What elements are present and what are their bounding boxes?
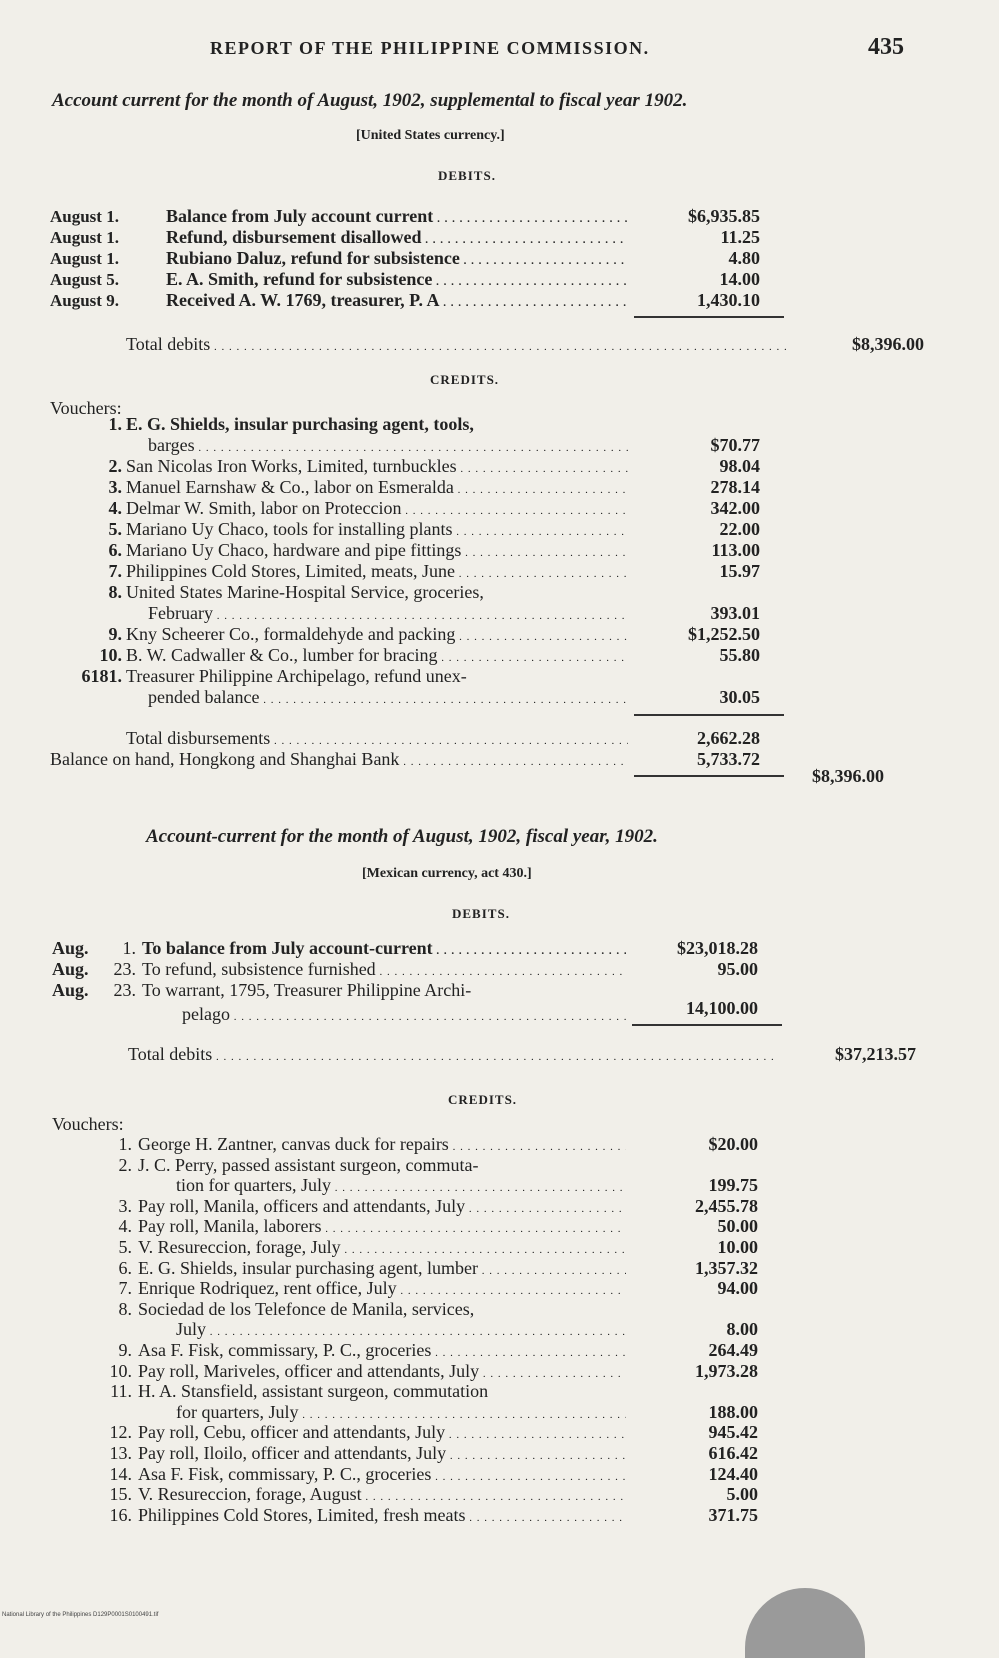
- debit-amount: 14.00: [719, 269, 760, 289]
- voucher-desc: Pay roll, Manila, officers and attendants, July . . .: [138, 1196, 626, 1220]
- total-disbursements-amount: 2,662.28: [697, 728, 760, 748]
- debit-date: Aug.: [52, 980, 89, 1000]
- voucher-desc: Asa F. Fisk, commissary, P. C., groceries . . .: [138, 1340, 626, 1364]
- voucher-amount: 616.42: [708, 1443, 758, 1463]
- debit-date: August 1.: [50, 249, 119, 268]
- s2-voucher-row: [52, 1216, 772, 1237]
- voucher-amount: 113.00: [711, 540, 760, 560]
- s1-debit-row: [50, 206, 770, 227]
- debit-desc: E. A. Smith, refund for subsistence . . .: [166, 269, 628, 293]
- debit-desc-cont: pelago . . .: [182, 1004, 626, 1028]
- balance-amount: 5,733.72: [697, 749, 760, 769]
- voucher-desc: B. W. Cadwaller & Co., lumber for bracing . . .: [126, 645, 628, 669]
- voucher-desc: J. C. Perry, passed assistant surgeon, commuta-: [138, 1154, 479, 1175]
- debit-date: August 9.: [50, 291, 119, 310]
- voucher-amount: 1,357.32: [695, 1257, 758, 1278]
- s2-voucher-row: [52, 1361, 772, 1382]
- voucher-number: 10.: [99, 645, 122, 665]
- section2-debits-heading: DEBITS.: [452, 906, 510, 921]
- s2-voucher-row: [52, 1299, 772, 1320]
- s2-voucher-row: [52, 1237, 772, 1258]
- voucher-amount: 264.49: [708, 1340, 758, 1360]
- voucher-desc: George H. Zantner, canvas duck for repairs . . .: [138, 1134, 626, 1158]
- voucher-desc-cont: tion for quarters, July . . .: [176, 1175, 626, 1199]
- voucher-desc: Treasurer Philippine Archipelago, refund unex-: [126, 666, 467, 686]
- s1-voucher-row: [50, 645, 770, 666]
- s2-voucher-row: [52, 1196, 772, 1217]
- debit-day: 23.: [113, 959, 136, 979]
- s2-voucher-row: [52, 1258, 772, 1279]
- s1-voucher-row: [50, 624, 770, 645]
- debit-desc: Refund, disbursement disallowed . . .: [166, 227, 628, 251]
- debit-date: August 5.: [50, 270, 119, 289]
- voucher-amount: $70.77: [710, 435, 760, 455]
- s2-voucher-row: [52, 1340, 772, 1361]
- voucher-number: 1.: [108, 414, 122, 434]
- rule: [634, 316, 784, 318]
- voucher-desc: Pay roll, Cebu, officer and attendants, July . . .: [138, 1422, 626, 1446]
- debit-amount: $6,935.85: [688, 206, 760, 226]
- voucher-desc: V. Resureccion, forage, August . . .: [138, 1484, 626, 1508]
- rule: [634, 714, 784, 716]
- s2-voucher-row-cont: [52, 1319, 772, 1340]
- voucher-number: 9.: [108, 624, 122, 644]
- s1-total-debits-row: [126, 334, 926, 355]
- running-header: REPORT OF THE PHILIPPINE COMMISSION.: [210, 38, 650, 58]
- rule: [632, 1024, 782, 1026]
- voucher-number: 1.: [118, 1134, 132, 1154]
- s2-total-debits-row: [128, 1044, 918, 1065]
- debit-desc: To warrant, 1795, Treasurer Philippine Archi-: [142, 980, 472, 1000]
- s1-voucher-row: [50, 498, 770, 519]
- s2-voucher-row: [52, 1278, 772, 1299]
- voucher-number: 9.: [118, 1340, 132, 1360]
- voucher-amount: 55.80: [719, 645, 760, 665]
- section1-currency: [United States currency.]: [356, 128, 505, 143]
- s2-debit-row-cont: [52, 998, 772, 1025]
- voucher-desc: Mariano Uy Chaco, tools for installing plants . . .: [126, 519, 628, 543]
- s1-voucher-row-cont: [50, 687, 770, 708]
- voucher-amount: 188.00: [708, 1401, 758, 1422]
- rule: [634, 775, 784, 777]
- voucher-amount: $20.00: [708, 1134, 758, 1154]
- s2-voucher-row: [52, 1155, 772, 1176]
- voucher-desc: Asa F. Fisk, commissary, P. C., groceries . . .: [138, 1464, 626, 1488]
- voucher-number: 8.: [118, 1298, 132, 1319]
- s1-voucher-row: [50, 477, 770, 498]
- total-disbursements-label: Total disbursements . . .: [126, 728, 628, 752]
- s1-debit-row: [50, 269, 770, 290]
- s2-voucher-row: [52, 1464, 772, 1485]
- debit-amount: $23,018.28: [677, 938, 758, 958]
- debit-desc: Balance from July account current . . .: [166, 206, 628, 230]
- debit-day: 23.: [113, 980, 136, 1000]
- s1-balance-row: [50, 749, 770, 770]
- s1-voucher-row: [50, 561, 770, 582]
- debit-desc: To refund, subsistence furnished . . .: [142, 959, 626, 983]
- balance-label: Balance on hand, Hongkong and Shanghai Bank . . .: [50, 749, 628, 773]
- section1-debits-heading: DEBITS.: [438, 168, 496, 183]
- voucher-number: 10.: [109, 1360, 132, 1381]
- s2-voucher-row-cont: [52, 1402, 772, 1423]
- debit-amount: 95.00: [717, 959, 758, 979]
- voucher-desc: Pay roll, Mariveles, officer and attendants, July . . .: [138, 1361, 626, 1385]
- vouchers-label: Vouchers:: [50, 398, 122, 418]
- voucher-number: 7.: [108, 561, 122, 581]
- s1-voucher-row: [50, 456, 770, 477]
- debit-desc: Rubiano Daluz, refund for subsistence . . .: [166, 248, 628, 272]
- voucher-desc-cont: for quarters, July . . .: [176, 1402, 626, 1426]
- debit-amount: 14,100.00: [686, 998, 758, 1018]
- voucher-desc-cont: February . . .: [148, 603, 628, 627]
- voucher-number: 3.: [108, 477, 122, 497]
- voucher-desc: Manuel Earnshaw & Co., labor on Esmeralda . . .: [126, 477, 628, 501]
- voucher-number: 6181.: [81, 666, 122, 686]
- voucher-number: 3.: [118, 1195, 132, 1216]
- s2-voucher-row: [52, 1443, 772, 1464]
- s2-voucher-row: [52, 1381, 772, 1402]
- page-number: 435: [868, 34, 904, 60]
- voucher-number: 16.: [109, 1504, 132, 1525]
- voucher-number: 2.: [118, 1154, 132, 1175]
- voucher-number: 4.: [108, 498, 122, 518]
- voucher-number: 7.: [118, 1278, 132, 1299]
- s1-voucher-row: [50, 666, 770, 687]
- voucher-desc: Kny Scheerer Co., formaldehyde and packing . . .: [126, 624, 628, 648]
- s2-debit-row: [52, 938, 772, 959]
- s2-voucher-row: [52, 1134, 772, 1155]
- s2-voucher-row: [52, 1484, 772, 1505]
- voucher-amount: 98.04: [719, 456, 760, 476]
- voucher-number: 4.: [118, 1216, 132, 1237]
- voucher-amount: 30.05: [719, 687, 760, 707]
- s1-debit-row: [50, 290, 770, 311]
- s2-voucher-row-cont: [52, 1175, 772, 1196]
- s1-voucher-row: [50, 582, 770, 603]
- section1-title: Account current for the month of August, 1902, supplemental to fiscal year 1902.: [52, 90, 688, 111]
- voucher-number: 12.: [109, 1422, 132, 1443]
- voucher-amount: 8.00: [726, 1319, 758, 1340]
- voucher-amount: 5.00: [726, 1484, 758, 1505]
- debit-desc: To balance from July account-current . . .: [142, 938, 626, 962]
- debit-amount: 11.25: [720, 227, 760, 247]
- voucher-amount: 1,973.28: [695, 1360, 758, 1381]
- voucher-desc: Pay roll, Manila, laborers . . .: [138, 1216, 626, 1240]
- voucher-desc: Philippines Cold Stores, Limited, meats, June . . .: [126, 561, 628, 585]
- footer-caption: National Library of the Philippines D129P0001S0100491.tif: [2, 1612, 159, 1618]
- s1-voucher-row-cont: [50, 603, 770, 624]
- s1-voucher-row-cont: [50, 435, 770, 456]
- debit-amount: 4.80: [728, 248, 760, 268]
- voucher-amount: 22.00: [719, 519, 760, 539]
- debit-desc: Received A. W. 1769, treasurer, P. A . . .: [166, 290, 628, 314]
- total-debits-label: Total debits . . .: [128, 1044, 778, 1068]
- voucher-desc-cont: July . . .: [176, 1319, 626, 1343]
- section1-credits-heading: CREDITS.: [430, 372, 500, 387]
- section2-title: Account-current for the month of August, 1902, fiscal year, 1902.: [146, 826, 658, 847]
- s1-voucher-row: [50, 414, 770, 435]
- voucher-amount: $1,252.50: [688, 624, 760, 644]
- voucher-desc: Mariano Uy Chaco, hardware and pipe fittings . . .: [126, 540, 628, 564]
- s1-grand-total: $8,396.00: [812, 766, 884, 786]
- voucher-number: 6.: [118, 1257, 132, 1278]
- voucher-number: 15.: [109, 1484, 132, 1505]
- voucher-number: 11.: [110, 1381, 132, 1402]
- voucher-number: 8.: [108, 582, 122, 602]
- voucher-amount: 393.01: [710, 603, 760, 623]
- section2-currency: [Mexican currency, act 430.]: [362, 866, 532, 881]
- voucher-amount: 945.42: [708, 1422, 758, 1443]
- s1-voucher-row: [50, 519, 770, 540]
- voucher-amount: 15.97: [719, 561, 760, 581]
- voucher-desc: V. Resureccion, forage, July . . .: [138, 1237, 626, 1261]
- voucher-desc: Delmar W. Smith, labor on Proteccion . . .: [126, 498, 628, 522]
- voucher-number: 5.: [118, 1237, 132, 1257]
- voucher-number: 14.: [109, 1463, 132, 1484]
- voucher-desc: Philippines Cold Stores, Limited, fresh meats . . .: [138, 1505, 626, 1529]
- voucher-desc-cont: barges . . .: [148, 435, 628, 459]
- voucher-amount: 371.75: [708, 1504, 758, 1525]
- voucher-amount: 342.00: [710, 498, 760, 518]
- voucher-desc: San Nicolas Iron Works, Limited, turnbuckles . . .: [126, 456, 628, 480]
- s1-debit-row: [50, 248, 770, 269]
- debit-day: 1.: [122, 938, 136, 958]
- voucher-number: 2.: [108, 456, 122, 476]
- debit-date: Aug.: [52, 938, 89, 958]
- voucher-amount: 124.40: [708, 1463, 758, 1484]
- voucher-desc: Pay roll, Iloilo, officer and attendants, July . . .: [138, 1443, 626, 1467]
- voucher-number: 6.: [108, 540, 122, 560]
- voucher-amount: 94.00: [717, 1278, 758, 1299]
- debit-date: August 1.: [50, 228, 119, 247]
- debit-date: Aug.: [52, 959, 89, 979]
- voucher-amount: 2,455.78: [695, 1195, 758, 1216]
- scan-thumb-shadow: [745, 1588, 865, 1658]
- s1-total-disbursements-row: [126, 728, 786, 749]
- voucher-desc: E. G. Shields, insular purchasing agent, lumber . . .: [138, 1258, 626, 1282]
- voucher-amount: 278.14: [710, 477, 760, 497]
- voucher-desc-cont: pended balance . . .: [148, 687, 628, 711]
- debit-date: August 1.: [50, 207, 119, 226]
- s2-debit-row: [52, 959, 772, 980]
- voucher-desc: H. A. Stansfield, assistant surgeon, commutation: [138, 1381, 489, 1402]
- voucher-desc: Enrique Rodriquez, rent office, July . . .: [138, 1278, 626, 1302]
- total-debits-amount: $8,396.00: [852, 334, 924, 354]
- total-debits-amount: $37,213.57: [835, 1044, 916, 1064]
- vouchers-label: Vouchers:: [52, 1114, 124, 1134]
- s2-voucher-row: [52, 1422, 772, 1443]
- voucher-amount: 10.00: [717, 1237, 758, 1257]
- debit-amount: 1,430.10: [697, 290, 760, 310]
- voucher-desc: E. G. Shields, insular purchasing agent, tools,: [126, 414, 474, 434]
- total-debits-label: Total debits . . .: [126, 334, 786, 358]
- voucher-desc: Sociedad de los Telefonce de Manila, services,: [138, 1298, 475, 1319]
- s1-voucher-row: [50, 540, 770, 561]
- voucher-desc: United States Marine-Hospital Service, groceries,: [126, 582, 484, 602]
- voucher-number: 5.: [108, 519, 122, 539]
- voucher-amount: 199.75: [708, 1175, 758, 1196]
- section2-credits-heading: CREDITS.: [448, 1092, 518, 1107]
- s2-voucher-row: [52, 1505, 772, 1526]
- s1-debit-row: [50, 227, 770, 248]
- voucher-amount: 50.00: [717, 1216, 758, 1237]
- voucher-number: 13.: [109, 1443, 132, 1463]
